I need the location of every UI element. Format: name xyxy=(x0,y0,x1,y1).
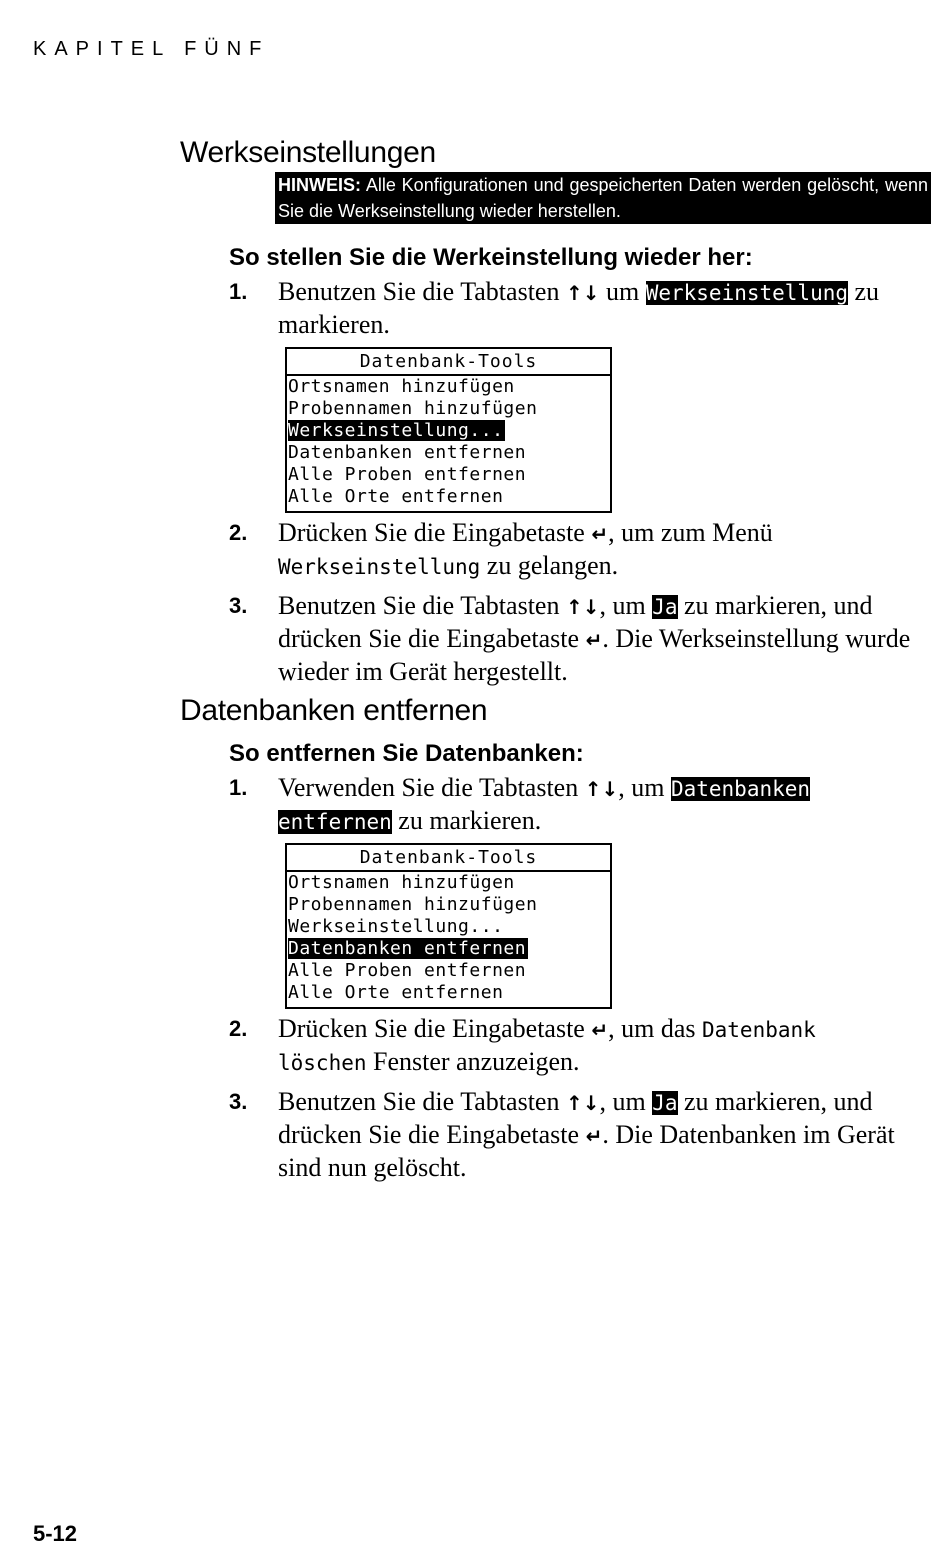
page-number: 5-12 xyxy=(33,1521,78,1546)
lcd-item: Alle Proben entfernen xyxy=(288,464,527,485)
step-number: 1. xyxy=(229,775,248,800)
step-text: zu markieren, und drücken Sie die Eingabetaste xyxy=(278,1087,873,1149)
step-text: , um zum Menü xyxy=(608,518,773,547)
lcd-item-selected: Datenbanken entfernen xyxy=(288,938,527,959)
enter-key-icon: ↵ xyxy=(585,1124,603,1148)
step-text: . Die Datenbanken im Gerät sind nun gelöscht. xyxy=(278,1120,895,1182)
lcd-item: Alle Orte entfernen xyxy=(288,486,504,507)
code-werkseinstellung: Werkseinstellung xyxy=(278,555,481,579)
code-loeschen: löschen xyxy=(278,1051,367,1075)
step-text: zu gelangen. xyxy=(480,551,619,580)
code-datenbanken: Datenbanken xyxy=(670,777,811,801)
step-text: . Die Werkseinstellung wurde wieder im Gerät hergestellt. xyxy=(278,624,911,686)
step-1-2 xyxy=(229,517,929,583)
step-text: Verwenden Sie die Tabtasten xyxy=(278,773,585,802)
enter-key-icon: ↵ xyxy=(591,522,609,546)
lcd-screen-1 xyxy=(285,347,612,513)
lcd-item: Probennamen hinzufügen xyxy=(288,398,538,419)
step-text: Drücken Sie die Eingabetaste xyxy=(278,1014,592,1043)
step-text: , um xyxy=(618,773,671,802)
lcd-item: Alle Orte entfernen xyxy=(288,982,504,1003)
step-text: Benutzen Sie die Tabtasten xyxy=(278,277,566,306)
procedure-title-2: So entfernen Sie Datenbanken: xyxy=(229,740,584,767)
enter-key-icon: ↵ xyxy=(591,1018,609,1042)
code-werkseinstellung: Werkseinstellung xyxy=(645,281,849,305)
step-text: , um xyxy=(599,1087,653,1116)
step-1-3 xyxy=(229,590,929,688)
step-text: , um das xyxy=(608,1014,702,1043)
step-number: 3. xyxy=(229,593,248,618)
section-title-datenbanken-entfernen: Datenbanken entfernen xyxy=(180,694,488,727)
lcd-title: Datenbank-Tools xyxy=(287,845,610,872)
step-text: zu markieren, und drücken Sie die Eingabetaste xyxy=(278,591,873,653)
lcd-item: Alle Proben entfernen xyxy=(288,960,527,981)
procedure-title-1: So stellen Sie die Werkeinstellung wieder her: xyxy=(229,244,753,271)
code-datenbank: Datenbank xyxy=(702,1018,816,1042)
up-down-arrows-icon: ↑↓ xyxy=(584,777,619,801)
step-text: Drücken Sie die Eingabetaste xyxy=(278,518,592,547)
step-text: , um xyxy=(599,591,653,620)
note-text: Alle Konfigurationen und gespeicherten Daten werden gelöscht, wenn Sie die Werkseinstellung wieder herstellen. xyxy=(278,175,928,221)
code-ja: Ja xyxy=(652,1091,678,1115)
step-number: 2. xyxy=(229,520,248,545)
step-2-1 xyxy=(229,772,929,838)
step-2-3 xyxy=(229,1086,929,1184)
step-text: Benutzen Sie die Tabtasten xyxy=(278,1087,566,1116)
step-text: Fenster anzuzeigen. xyxy=(366,1047,580,1076)
step-number: 3. xyxy=(229,1089,248,1114)
step-1-1 xyxy=(229,276,929,341)
up-down-arrows-icon: ↑↓ xyxy=(565,281,600,305)
step-text: zu markieren. xyxy=(278,277,880,339)
lcd-title: Datenbank-Tools xyxy=(287,349,610,376)
up-down-arrows-icon: ↑↓ xyxy=(565,595,600,619)
step-text: um xyxy=(599,277,646,306)
section-title-werkseinstellungen: Werkseinstellungen xyxy=(180,136,436,169)
lcd-item: Ortsnamen hinzufügen xyxy=(288,872,515,893)
note-label: HINWEIS: xyxy=(278,175,361,195)
step-text: Benutzen Sie die Tabtasten xyxy=(278,591,566,620)
lcd-item: Werkseinstellung... xyxy=(288,916,504,937)
step-text: zu markieren. xyxy=(391,806,542,835)
code-entfernen: entfernen xyxy=(278,810,392,834)
chapter-header: KAPITEL FÜNF xyxy=(33,38,270,60)
up-down-arrows-icon: ↑↓ xyxy=(565,1091,600,1115)
lcd-screen-2 xyxy=(285,843,612,1009)
note-box xyxy=(275,172,931,224)
lcd-item-selected: Werkseinstellung... xyxy=(288,420,504,441)
code-ja: Ja xyxy=(652,595,678,619)
step-number: 1. xyxy=(229,279,248,304)
lcd-item: Datenbanken entfernen xyxy=(288,442,527,463)
step-number: 2. xyxy=(229,1016,248,1041)
enter-key-icon: ↵ xyxy=(585,628,603,652)
step-2-2 xyxy=(229,1013,929,1079)
lcd-item: Probennamen hinzufügen xyxy=(288,894,538,915)
lcd-item: Ortsnamen hinzufügen xyxy=(288,376,515,397)
